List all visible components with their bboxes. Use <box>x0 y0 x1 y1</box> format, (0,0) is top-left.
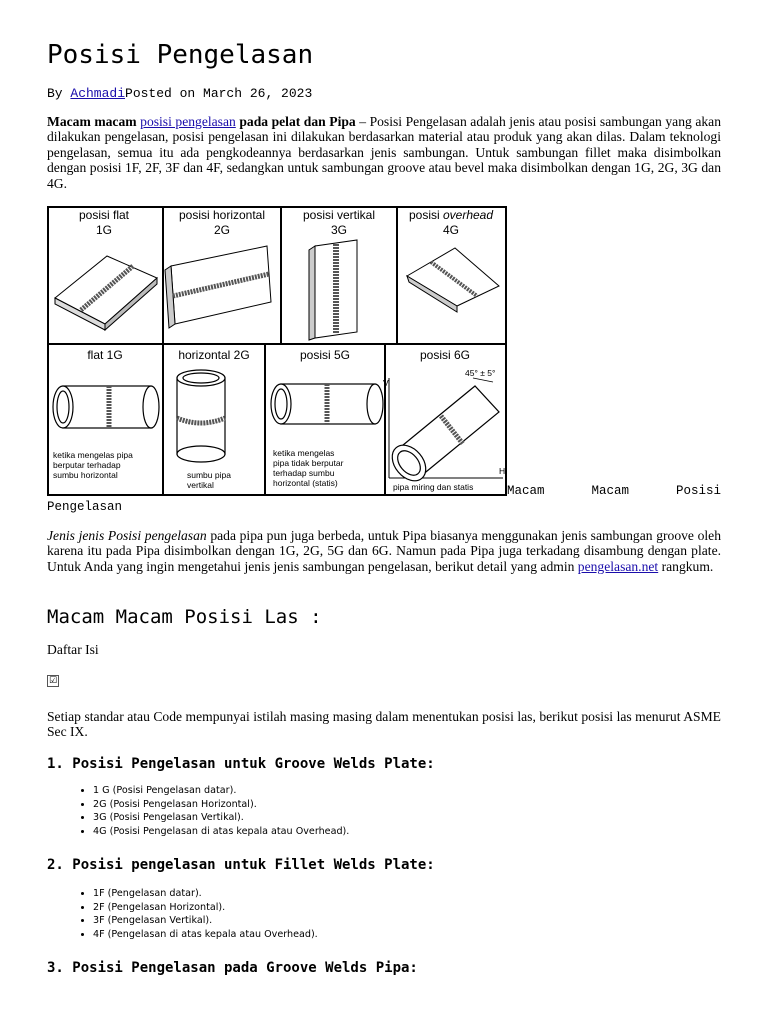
note-5g-line4: horizontal (statis) <box>273 478 338 488</box>
figure-caption-line1 <box>507 484 721 498</box>
groove-pipe-heading: 3. Posisi Pengelasan pada Groove Welds Pipa: <box>47 960 418 976</box>
intro-text: – Posisi Pengelasan adalah jenis atau posisi sambungan yang akan dilakukan pengelasan, posisi pengelasan ini dilakukan berdasarkan material atau produk yang akan dilas. Dalam teknologi pengelasan, semua itu ada pengkodeannya berdasarkan jenis sambungan. Untuk sambungan fillet maka disimbolkan dengan posisi 1F, 2F, 3F dan 4F, sedangkan untuk sambungan groove atau bevel maka disimbolkan dengan 1G, 2G, 3G dan 4G. <box>47 114 722 191</box>
groove-plate-heading: 1. Posisi Pengelasan untuk Groove Welds Plate: <box>47 756 435 772</box>
note-5g-line1: ketika mengelas <box>273 448 335 458</box>
welding-positions-diagram <box>47 206 507 496</box>
label-posisi-5g: posisi 5G <box>299 348 351 362</box>
note-2g-line2: vertikal <box>187 480 214 490</box>
posisi-pengelasan-link[interactable]: posisi pengelasan <box>140 114 236 129</box>
list-item: • 2F (Pengelasan Horizontal). <box>93 901 318 915</box>
author-link[interactable]: Achmadi <box>70 86 126 101</box>
note-1g-line1: ketika mengelas pipa <box>53 450 133 460</box>
list-item: • 4F (Pengelasan di atas kepala atau Overhead). <box>93 928 318 942</box>
caption-word-1: Macam <box>507 484 545 498</box>
pipe-5g-illustration <box>271 384 383 424</box>
list-item: • 3F (Pengelasan Vertikal). <box>93 914 318 928</box>
label-flat-1g: flat 1G <box>87 348 123 362</box>
byline <box>47 86 312 101</box>
note-6g-line1: pipa miring dan statis <box>393 482 474 492</box>
note-5g-line3: terhadap sumbu <box>273 468 335 478</box>
intro-bold-a: Macam macam <box>47 114 141 129</box>
intro-paragraph <box>47 114 721 191</box>
intro-bold-b: pada pelat dan Pipa <box>235 114 356 129</box>
label-3g: 3G <box>330 223 348 237</box>
fillet-plate-list <box>47 887 318 941</box>
note-1g-line3: sumbu horizontal <box>53 470 118 480</box>
byline-by: By <box>47 86 71 101</box>
label-1g: 1G <box>95 223 113 237</box>
pipe-1g-illustration <box>53 386 159 428</box>
caption-word-3: Posisi <box>675 484 721 498</box>
label-2g: 2G <box>213 223 231 237</box>
note-6g-axis-h: H <box>499 466 506 476</box>
groove-plate-list <box>47 784 349 838</box>
note-1g-line2: berputar terhadap <box>53 460 121 470</box>
para2-text-a: pada pipa pun juga berbeda, untuk Pipa biasanya menggunakan jenis sambungan groove oleh karena itu pada Pipa disimbolkan dengan 1G, 2G, 5G dan 6G. Namun pada Pipa juga terkadang disambung dengan plate. Untuk Anda yang ingin mengetahui jenis jenis sambungan pengelasan, berikut detail yang admin <box>47 528 722 574</box>
list-item: • 4G (Posisi Pengelasan di atas kepala atau Overhead). <box>93 825 349 839</box>
list-item: • 1 G (Posisi Pengelasan datar). <box>93 784 349 798</box>
label-posisi-horizontal: posisi horizontal <box>178 208 266 222</box>
figure-caption-line2: Pengelasan <box>47 500 123 514</box>
label-posisi-flat: posisi flat <box>78 208 130 222</box>
label-posisi-overhead <box>409 208 493 222</box>
label-posisi-6g: posisi 6G <box>419 348 471 362</box>
label-horizontal-2g: horizontal 2G <box>178 348 250 362</box>
label-posisi-overhead-a: posisi <box>408 208 443 222</box>
list-item: • 3G (Posisi Pengelasan Vertikal). <box>93 811 349 825</box>
caption-word-2: Macam <box>591 484 629 498</box>
label-4g: 4G <box>442 223 460 237</box>
vertical-plate-3g-illustration <box>309 240 357 340</box>
para2-italic: Jenis jenis Posisi pengelasan <box>47 528 207 543</box>
table-of-contents-label[interactable]: Daftar Isi <box>47 642 99 657</box>
asme-paragraph: Setiap standar atau Code mempunyai istilah masing masing dalam menentukan posisi las, berikut posisi las menurut ASME Sec IX. <box>47 709 721 740</box>
byline-posted: Posted on March 26, 2023 <box>125 86 313 101</box>
pipe-2g-illustration <box>177 370 225 462</box>
para2-text-b: rangkum. <box>658 558 714 574</box>
list-item: • 2G (Posisi Pengelasan Horizontal). <box>93 798 349 812</box>
welding-positions-figure <box>47 206 507 496</box>
pipe-positions-paragraph <box>47 528 721 574</box>
note-2g-line1: sumbu pipa <box>187 470 231 480</box>
pengelasan-net-link[interactable]: pengelasan.net <box>577 558 659 574</box>
section-heading: Macam Macam Posisi Las : <box>47 606 322 628</box>
fillet-plate-heading: 2. Posisi pengelasan untuk Fillet Welds Plate: <box>47 857 435 873</box>
toc-toggle-checkbox[interactable]: ☑ <box>48 676 58 686</box>
note-6g-axis-v: V <box>383 378 389 388</box>
list-item: • 1F (Pengelasan datar). <box>93 887 318 901</box>
note-5g-line2: pipa tidak berputar <box>273 458 344 468</box>
page-title: Posisi Pengelasan <box>47 40 314 70</box>
label-posisi-overhead-b: overhead <box>442 208 494 222</box>
note-6g-angle: 45° ± 5° <box>465 368 496 378</box>
label-posisi-vertikal: posisi vertikal <box>302 208 376 222</box>
